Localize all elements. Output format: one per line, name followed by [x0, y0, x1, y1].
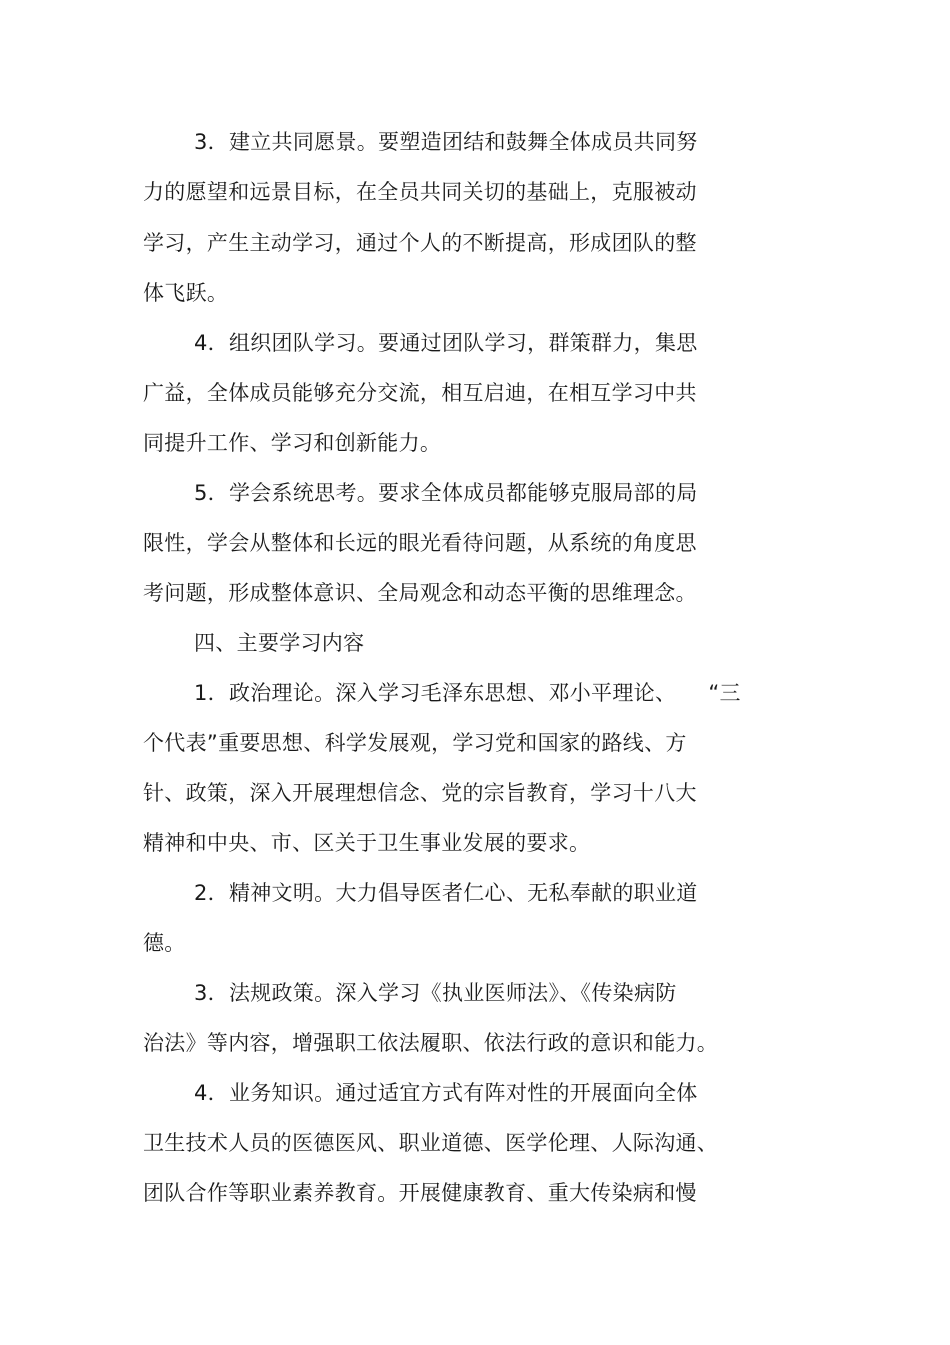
- item-3-line-1: 3．法规政策。深入学习《执业医师法》、《传染病防: [194, 981, 677, 1005]
- paragraph-4-line-2: 广益，全体成员能够充分交流，相互启迪，在相互学习中共: [143, 381, 697, 405]
- item-4-line-1: 4．业务知识。通过适宜方式有阵对性的开展面向全体: [194, 1081, 698, 1105]
- paragraph-5-line-3: 考问题，形成整体意识、全局观念和动态平衡的思维理念。: [143, 581, 697, 605]
- paragraph-4-line-3: 同提升工作、学习和创新能力。: [143, 431, 442, 455]
- item-2-line-1: 2．精神文明。大力倡导医者仁心、无私奉献的职业道: [194, 881, 698, 905]
- item-1-line-4: 精神和中央、市、区关于卫生事业发展的要求。: [143, 831, 591, 855]
- item-1-line-1: 1．政治理论。深入学习毛泽东思想、邓小平理论、 “三: [194, 681, 741, 705]
- paragraph-3-line-4: 体飞跃。: [143, 281, 229, 305]
- item-3-line-2: 治法》等内容，增强职工依法履职、依法行政的意识和能力。: [143, 1031, 719, 1055]
- paragraph-4-line-1: 4．组织团队学习。要通过团队学习，群策群力，集思: [194, 331, 698, 355]
- paragraph-3-line-3: 学习，产生主动学习，通过个人的不断提高，形成团队的整: [143, 231, 697, 255]
- paragraph-3-line-2: 力的愿望和远景目标，在全员共同关切的基础上，克服被动: [143, 180, 697, 204]
- section-heading: 四、主要学习内容: [194, 631, 365, 655]
- item-1-line-3: 针、政策，深入开展理想信念、党的宗旨教育，学习十八大: [143, 781, 697, 805]
- item-4-line-2: 卫生技术人员的医德医风、职业道德、医学伦理、人际沟通、: [143, 1131, 719, 1155]
- paragraph-5-line-2: 限性，学会从整体和长远的眼光看待问题，从系统的角度思: [143, 531, 697, 555]
- item-4-line-3: 团队合作等职业素养教育。开展健康教育、重大传染病和慢: [143, 1181, 697, 1205]
- paragraph-5-line-1: 5．学会系统思考。要求全体成员都能够克服局部的局: [194, 481, 698, 505]
- item-1-line-2: 个代表”重要思想、科学发展观，学习党和国家的路线、方: [143, 731, 687, 755]
- paragraph-3-line-1: 3．建立共同愿景。要塑造团结和鼓舞全体成员共同努: [194, 130, 698, 154]
- item-2-line-2: 德。: [143, 931, 186, 955]
